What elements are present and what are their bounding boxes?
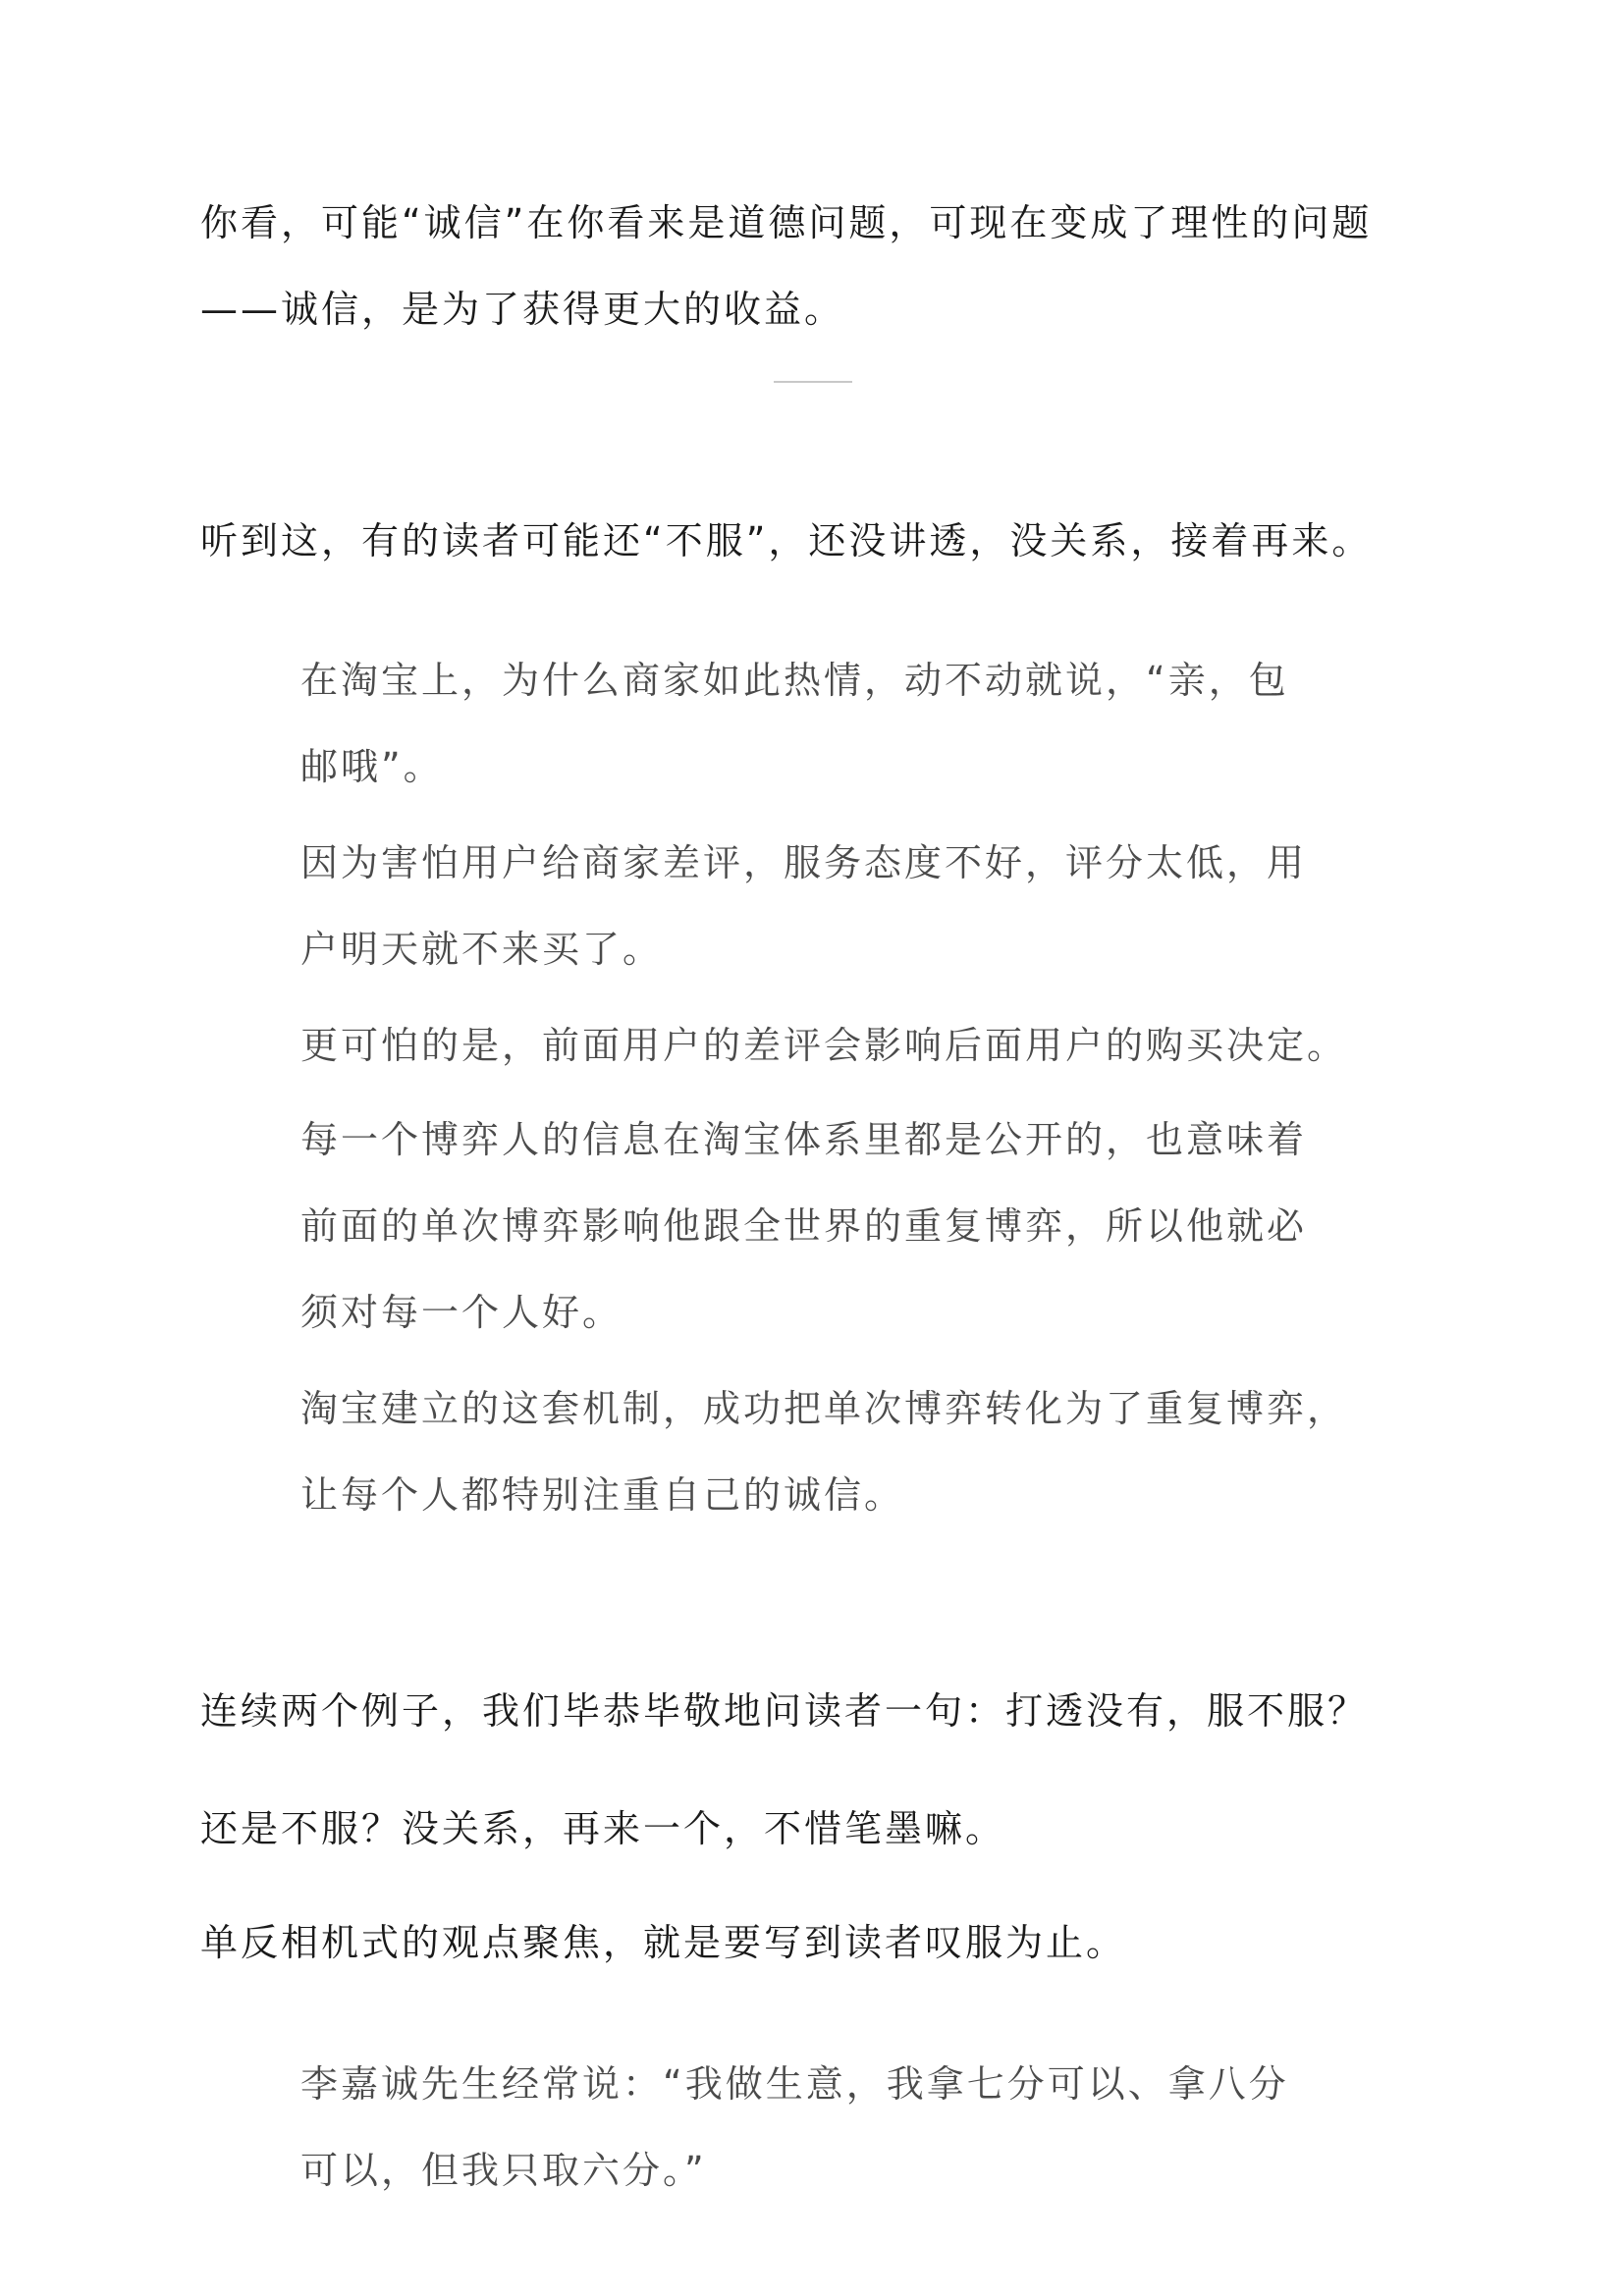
quote-line: 李嘉诚先生经常说：“我做生意，我拿七分可以、拿八分 bbox=[300, 2062, 1289, 2106]
intro-line-1: 你看，可能“诚信”在你看来是道德问题，可现在变成了理性的问题 bbox=[200, 201, 1373, 244]
lead-paragraph: 听到这，有的读者可能还“不服”，还没讲透，没关系，接着再来。 bbox=[200, 519, 1373, 562]
quote-line: 淘宝建立的这套机制，成功把单次博弈转化为了重复博弈， bbox=[300, 1387, 1348, 1430]
quote-line: 须对每一个人好。 bbox=[300, 1291, 623, 1334]
quote-line: 户明天就不来买了。 bbox=[300, 928, 664, 971]
body-paragraph: 还是不服？没关系，再来一个，不惜笔墨嘛。 bbox=[200, 1807, 1006, 1850]
body-paragraph: 单反相机式的观点聚焦，就是要写到读者叹服为止。 bbox=[200, 1921, 1127, 1964]
quote-line: 更可怕的是，前面用户的差评会影响后面用户的购买决定。 bbox=[300, 1024, 1348, 1067]
section-divider bbox=[774, 381, 852, 383]
body-paragraph: 连续两个例子，我们毕恭毕敬地问读者一句：打透没有，服不服？ bbox=[200, 1689, 1369, 1733]
quote-line: 因为害怕用户给商家差评，服务态度不好，评分太低，用 bbox=[300, 841, 1308, 884]
quote-line: 每一个博弈人的信息在淘宝体系里都是公开的，也意味着 bbox=[300, 1118, 1308, 1161]
quote-line: 让每个人都特别注重自己的诚信。 bbox=[300, 1473, 905, 1517]
quote-line: 可以，但我只取六分。” bbox=[300, 2149, 707, 2192]
quote-line: 在淘宝上，为什么商家如此热情，动不动就说，“亲，包 bbox=[300, 659, 1289, 702]
quote-line: 前面的单次博弈影响他跟全世界的重复博弈，所以他就必 bbox=[300, 1204, 1308, 1248]
intro-line-2: ——诚信，是为了获得更大的收益。 bbox=[200, 288, 845, 331]
quote-line: 邮哦”。 bbox=[300, 745, 444, 788]
